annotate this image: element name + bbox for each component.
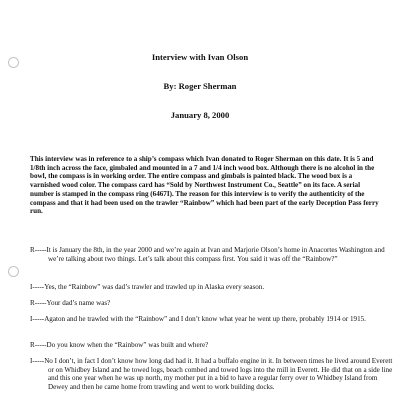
dialogue-turn — [30, 315, 398, 324]
speaker-label: I----- — [30, 357, 45, 365]
punch-hole-mark — [8, 266, 19, 277]
dialogue-turn — [30, 357, 398, 392]
dialogue-turn — [30, 246, 398, 263]
speaker-label: R----- — [30, 341, 47, 349]
intro-paragraph: This interview was in reference to a ship’s compass which Ivan donated to Roger Sherman on this date. It is 5 and 1/8th inch across the face, gimbaled and mounted in a 7 and 1/4 inch wood box. Although there is no alcohol in the bowl, the compass is in working order. The entire compass and gimbals is painted black. The wood box is a varnished wood color. The compass card has “Sold by Northwest Instrument Co., Seattle” on its face. A serial number is stamped in the compass ring (6467I). The reason for this interview is to verify the authenticity of the compass and that it had been used on the trawler “Rainbow” which had been part of the early Deception Pass ferry run. — [30, 155, 379, 216]
interview-date: January 8, 2000 — [170, 110, 230, 120]
speaker-label: R----- — [30, 246, 47, 254]
dialogue-text: Yes, the “Rainbow” was dad’s trawler and trawled up in Alaska every season. — [44, 283, 265, 291]
speaker-label: I----- — [30, 283, 45, 291]
speaker-label: R----- — [30, 299, 47, 307]
dialogue-text: No I don’t, in fact I don’t know how long dad had it. It had a buffalo engine in it. In between times he lived around Everett or on Whidbey Island and he towed logs, beach combed and towed logs into the mill in Everett. He did that on a side line and this one year when he was up north, my mother put in a bid to have a regular ferry over to Whidbey Island from Dewey and then he came home from trawling and went to work building docks. — [44, 357, 393, 392]
document-title: Interview with Ivan Olson — [151, 52, 249, 62]
dialogue-turn — [30, 299, 398, 308]
dialogue-turn — [30, 341, 398, 350]
dialogue-text: Your dad’s name was? — [46, 299, 111, 307]
byline: By: Roger Sherman — [163, 81, 237, 91]
dialogue-turn — [30, 283, 398, 292]
speaker-label: I----- — [30, 315, 45, 323]
dialogue-text: Do you know when the “Rainbow” was built and where? — [46, 341, 209, 349]
dialogue-text: It is January the 8th, in the year 2000 and we’re again at Ivan and Marjorie Olson’s home in Anacortes Washington and we’re talking about two things. Let’s talk about this compass first. You said it was off the “Rainbow?” — [46, 246, 385, 263]
dialogue-text: Agaton and he trawled with the “Rainbow” and I don’t know what year he went up there, probably 1914 or 1915. — [44, 315, 366, 323]
